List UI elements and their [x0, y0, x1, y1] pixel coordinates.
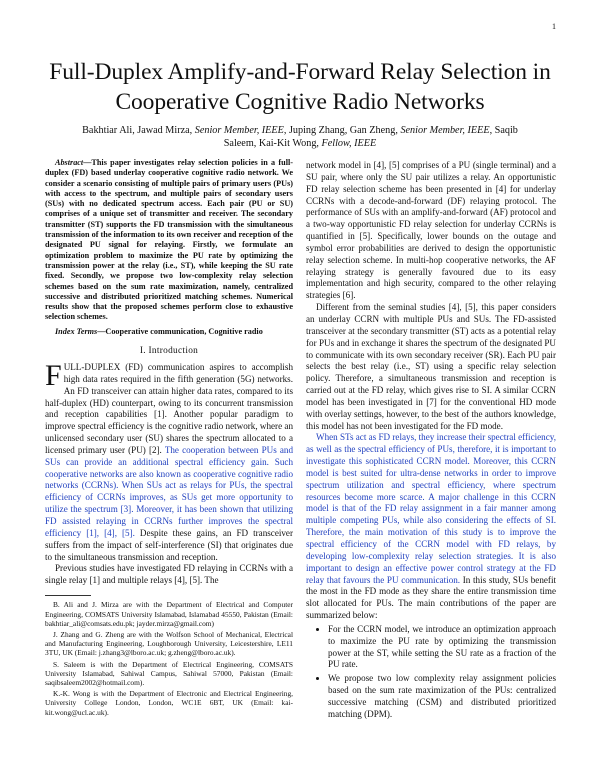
drop-cap: F: [45, 359, 62, 393]
author-list: [50, 124, 550, 150]
authors-text: Saleem, Kai-Kit Wong,: [223, 138, 322, 149]
author-membership: Senior Member, IEEE: [400, 125, 490, 136]
author-membership: Senior Member, IEEE: [194, 125, 284, 136]
authors-text: Bakhtiar Ali, Jawad Mirza,: [82, 125, 195, 136]
intro-paragraph-3: Different from the seminal studies [4], [5], this paper considers an underlay CCRN with multiple PUs and SUs. The FD-assisted transceiver at the secondary transmitter (ST) acts as a potential relay for PUs and in exchange it shares the spectrum of the designated PU to communicate with its own secondary receiver (SR). Each PU pair selects the best relay (i.e., ST) using a specific relay selection policy. Therefore, a simultaneous transmission and reception is carried out at the FD relay, which gives rise to SI. A similar CCRN model has been investigated in [7] for the conventional HD mode with overlay settings, however, to the best of the authors knowledge, this model has not been investigated for the FD mode.: [306, 302, 556, 431]
intro-paragraph-4: [306, 432, 556, 622]
abstract-label: Abstract: [55, 158, 84, 167]
footnote: J. Zhang and G. Zheng are with the Wolfson School of Mechanical, Electrical and Manufacturing Engineering, Loughborough University, Leicestershire, LE11 3TU, UK (Email: j.zhang3@lboro.ac.uk; g.zheng@lboro.ac.uk).: [45, 630, 293, 658]
index-terms-label: Index Terms: [55, 326, 98, 336]
list-item: • We propose two low complexity relay assignment policies based on the sum rate maximization of the PUs: centralized successive matching (CSM) and distributed prioritized matching (DPM).: [328, 673, 556, 720]
author-membership: Fellow, IEEE: [321, 138, 377, 149]
page-number: 1: [552, 22, 556, 31]
intro-paragraph-2-continued: network model in [4], [5] comprises of a PU (single terminal) and a SU pair, where only the SU pair utilizes a relay. An opportunistic FD relay selection scheme has been presented in [4] for underlay CCRNs with a decode-and-forward (DF) relaying protocol. The performance of SUs with an amplify-and-forward (AF) protocol and a two-way opportunistic FD relay selection for underlay CCRNs is quantified in [5]. Specifically, lower bounds on the outage and symbol error probabilities are derived to design the opportunistic relay selection scheme. In multi-hop cooperative networks, the AF relaying strategy is generally favoured due to its easy implementation and high security, compared to the other relaying strategies [6].: [306, 160, 556, 301]
intro-paragraph-2-start: Previous studies have investigated FD relaying in CCRNs with a single relay [1] and multiple relays [4], [5]. The: [45, 563, 293, 586]
index-terms-text: —Cooperative communication, Cognitive radio: [97, 326, 263, 336]
authors-text: , Juping Zhang, Gan Zheng,: [283, 125, 401, 136]
highlighted-text: When STs act as FD relays, they increase their spectral efficiency, as well as the spectral efficiency of PUs, therefore, it is important to investigate this sophisticated CCRN model. Moreover, this CCRN model is best suited for ultra-dense networks in order to improve spectrum utilization and spectral efficiency, where spectrum resources become more scarce. A major challenge in this CCRN model is that of the FD relay assignment in a fair manner among multiple competing PUs, while also considering the effects of SI. Therefore, the main motivation of this study is to improve the spectral efficiency of the CCRN model with FD relays, by developing low-complexity relay selection strategies. It is also important to design an effective power control strategy at the FD relay that favours the PU communication.: [306, 432, 556, 585]
abstract-text: —This paper investigates relay selection policies in a full-duplex (FD) based underlay cooperative cognitive radio network. We consider a scenario consisting of multiple pairs of primary users (PUs) with access to the spectrum, and multiple pairs of secondary users (SUs) with no dedicated spectrum access. Each pair (PU or SU) comprises of a unique set of transmitter and receiver. The secondary transmitter (ST) supports the FD transmission with the simultaneous transmission of the information to its own receiver and reception of the designated PU signal for relaying. Firstly, we formulate an optimization problem to maximize the PU rate by optimizing the transmission power at the relay (i.e., ST), while keeping the SU rate fixed. Secondly, we propose two low-complexity relay selection schemes based on the sum rate maximization, namely, centralized successive and distributed prioritized matching schemes. Numerical results show that the proposed schemes perform close to exhaustive selection schemes.: [45, 158, 293, 322]
text-run: In this study, SUs benefit the most in the FD mode as they share the entire transmission time slot allocated for PUs. The main contributions of the paper are summarized below:: [306, 574, 556, 621]
right-column: [306, 160, 556, 723]
paper-title: Full-Duplex Amplify-and-Forward Relay Selection in Cooperative Cognitive Radio Networks: [49, 59, 551, 115]
footnote-divider: [45, 595, 91, 596]
highlighted-text: The cooperation between PUs and SUs can provide an additional spectral efficiency gain. Such cooperative networks are also known as cooperative cognitive radio networks (CCRNs). When SUs act as relays for PUs, the spectral efficiency of CCRNs improves, as SUs get more opportunity to utilize the spectrum [3]. Moreover, it has been shown that utilizing FD assisted relaying in CCRNs further improves the spectral efficiency [1], [4], [5].: [45, 444, 294, 538]
footnote: B. Ali and J. Mirza are with the Department of Electrical and Computer Engineering, COMSATS University Islamabad, Islamabad 45550, Pakistan (Email: bakhtiar_ali@comsats.edu.pk; jayder.mirza@gmail.com): [45, 600, 293, 628]
footnote: S. Saleem is with the Department of Electrical Engineering, COMSATS University Islamabad, Sahiwal Campus, Sahiwal 57000, Pakistan (Email: saqibsaleem2002@hotmail.com).: [45, 659, 293, 688]
section-heading-introduction: I. Introduction: [139, 346, 199, 357]
left-column: [45, 158, 293, 719]
list-item: • For the CCRN model, we introduce an optimization approach to maximize the PU rate by optimizing the transmission power at the ST, while setting the SU rate as a fraction of the PU rate.: [328, 624, 556, 671]
text-run: Despite these gains, an FD transceiver suffers from the impact of self-interference (SI) that originates due to the simultaneous transmission and reception.: [45, 527, 294, 562]
index-terms: [45, 327, 293, 337]
intro-paragraph-1: [45, 359, 294, 563]
footnote: K.-K. Wong is with the Department of Electronic and Electrical Engineering, University College London, London, WC1E 6BT, UK (Email: kai-kit.wong@ucl.ac.uk).: [45, 689, 293, 717]
contribution-list: [306, 624, 556, 721]
authors-text: , Saqib: [489, 125, 518, 136]
abstract: [45, 158, 293, 323]
text-run: ULL-DUPLEX (FD) communication aspires to accomplish high data rates required in the fifth generation (5G) networks. An FD transceiver can attain higher data rates, compared to its half-duplex (HD) counterpart, owing to its concurrent transmission and reception capabilities [1]. Another popular paradigm to improve spectral efficiency is the cognitive radio network, where an unlicensed secondary user (SU) shares the spectrum allocated to a licensed primary user (PU) [2].: [45, 362, 293, 455]
